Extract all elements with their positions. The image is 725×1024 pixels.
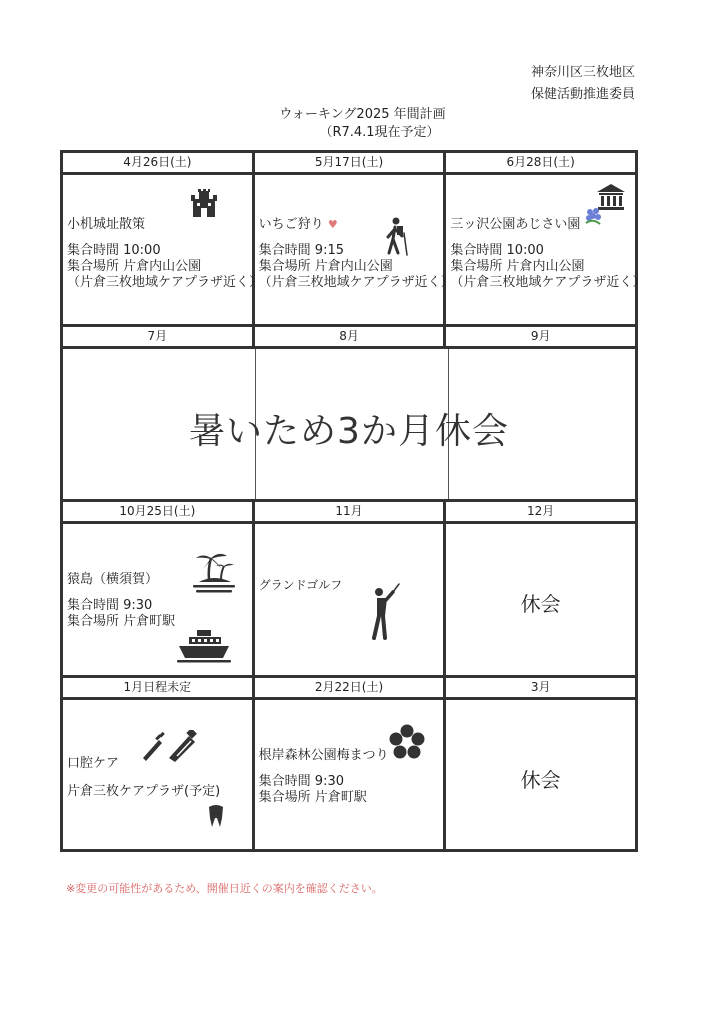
meeting-place: 集合場所 片倉内山公園 bbox=[67, 259, 202, 274]
strawberry-icon: ♥ bbox=[327, 218, 338, 231]
meeting-place-note: （片倉三枚地域ケアプラザ近く） bbox=[450, 275, 646, 290]
month-header: 6月28日(土) bbox=[446, 153, 638, 175]
event-name: グランドゴルフ bbox=[258, 578, 343, 592]
event-name: 口腔ケア bbox=[67, 756, 120, 771]
month-header: 5月17日(土) bbox=[255, 153, 447, 175]
month-header: 2月22日(土) bbox=[255, 678, 447, 700]
summer-break-cell bbox=[63, 349, 638, 502]
month-header: 10月25日(土) bbox=[63, 502, 255, 524]
meeting-time: 集合時間 10:00 bbox=[67, 243, 161, 258]
event-name: 猿島（横須賀） bbox=[67, 572, 159, 587]
event-row bbox=[60, 700, 638, 852]
meeting-time: 集合時間 10:00 bbox=[450, 243, 544, 258]
hydrangea-icon bbox=[583, 205, 605, 227]
header-row bbox=[60, 678, 638, 700]
ship-icon bbox=[177, 628, 231, 664]
meeting-place: 集合場所 片倉町駅 bbox=[67, 614, 176, 629]
month-header: 4月26日(土) bbox=[63, 153, 255, 175]
event-cell bbox=[63, 700, 255, 852]
change-notice: ※変更の可能性があるため、開催日近くの案内を確認ください。 bbox=[66, 882, 383, 895]
tooth-icon bbox=[207, 804, 225, 828]
meeting-place: 集合場所 片倉内山公園 bbox=[450, 259, 585, 274]
hiker-icon bbox=[383, 217, 409, 257]
closed-cell bbox=[446, 524, 638, 678]
header-row bbox=[60, 327, 638, 349]
month-header: 9月 bbox=[446, 327, 638, 349]
event-row bbox=[60, 175, 646, 327]
flower-icon bbox=[389, 724, 425, 760]
castle-icon bbox=[189, 189, 219, 219]
event-name: いちご狩り ♥ bbox=[258, 217, 338, 232]
meeting-place-note: （片倉三枚地域ケアプラザ近く） bbox=[67, 275, 263, 290]
meeting-time: 集合時間 9:30 bbox=[258, 774, 344, 789]
event-cell bbox=[255, 175, 454, 327]
toothbrush-icon bbox=[141, 730, 197, 762]
event-cell bbox=[63, 175, 263, 327]
month-header: 7月 bbox=[63, 327, 255, 349]
title-subtitle: （R7.4.1現在予定） bbox=[319, 125, 440, 140]
meeting-place: 集合場所 片倉内山公園 bbox=[258, 259, 393, 274]
merged-row bbox=[60, 349, 638, 502]
organization-block bbox=[531, 62, 635, 106]
closed-label: 休会 bbox=[520, 768, 561, 792]
palm-island-icon bbox=[191, 550, 237, 594]
month-header: 3月 bbox=[446, 678, 638, 700]
event-cell bbox=[63, 524, 255, 678]
meeting-time: 集合時間 9:30 bbox=[67, 598, 153, 613]
event-name: 三ッ沢公園あじさい園 bbox=[450, 217, 581, 232]
month-header: 1月日程未定 bbox=[63, 678, 255, 700]
organization-line-1: 神奈川区三枚地区 bbox=[530, 65, 635, 80]
closed-label: 休会 bbox=[520, 592, 561, 616]
header-row bbox=[60, 150, 638, 175]
month-header: 11月 bbox=[255, 502, 447, 524]
golfer-icon bbox=[365, 582, 401, 642]
header-row bbox=[60, 502, 638, 524]
month-header: 8月 bbox=[255, 327, 447, 349]
event-name: 小机城址散策 bbox=[67, 217, 146, 232]
title-main: ウォーキング2025 年間計画 bbox=[279, 107, 446, 122]
summer-break-text: 暑いため3か月休会 bbox=[189, 411, 509, 452]
schedule-table bbox=[60, 150, 646, 852]
meeting-place: 片倉三枚ケアプラザ(予定) bbox=[67, 784, 221, 799]
meeting-time: 集合時間 9:15 bbox=[258, 243, 344, 258]
event-cell bbox=[446, 175, 646, 327]
closed-cell bbox=[446, 700, 638, 852]
document-title bbox=[0, 106, 725, 142]
event-cell bbox=[255, 700, 447, 852]
event-cell bbox=[255, 524, 447, 678]
meeting-place: 集合場所 片倉町駅 bbox=[258, 790, 367, 805]
event-name: 根岸森林公園梅まつり bbox=[258, 748, 389, 763]
event-row bbox=[60, 524, 638, 678]
month-header: 12月 bbox=[446, 502, 638, 524]
meeting-place-note: （片倉三枚地域ケアプラザ近く） bbox=[258, 275, 454, 290]
organization-line-2: 保健活動推進委員 bbox=[530, 87, 635, 102]
